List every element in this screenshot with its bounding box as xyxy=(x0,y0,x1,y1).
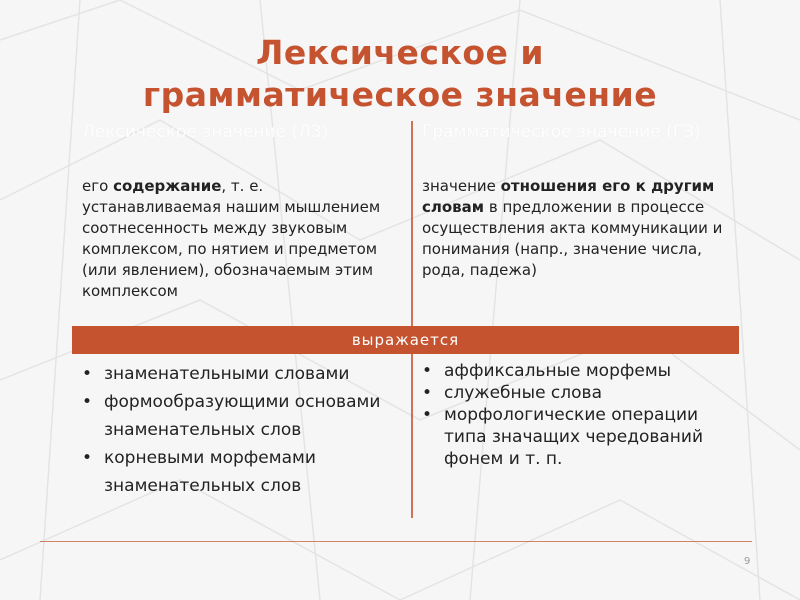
list-item xyxy=(420,382,740,404)
list-item-text: морфологические операции типа значащих чередований фонем и т. п. xyxy=(444,405,704,469)
list-item xyxy=(80,360,400,388)
expressed-by-banner: выражается xyxy=(72,326,739,354)
grammatical-meaning-description xyxy=(422,176,734,281)
grammatical-text-part: в предложении в процессе осуществления акта коммуникации и понимания (напр., значение числа, рода, падежа) xyxy=(422,198,723,279)
bullet-icon: • xyxy=(422,383,433,403)
list-item-text: корневыми морфемами знаменательных слов xyxy=(104,448,316,496)
lexical-expression-list xyxy=(80,360,400,500)
lexical-bold-term: содержание xyxy=(113,177,222,195)
column-divider xyxy=(411,121,413,518)
right-column-header: Грамматическое значение (ГЗ) xyxy=(422,122,701,142)
title-line-1: Лексическое и xyxy=(255,33,545,72)
bullet-icon: • xyxy=(82,392,93,412)
list-item xyxy=(420,360,740,382)
lexical-text-part: , т. е. устанавливаемая нашим мышлением соотнесенность между звуковым комплексом, по нятием и предметом (или явлением), обозначаемым этим комплексом xyxy=(82,177,381,300)
grammatical-expression-list xyxy=(420,360,740,470)
list-item xyxy=(80,388,400,444)
bullet-icon: • xyxy=(422,361,433,381)
footer-rule xyxy=(40,541,752,542)
lexical-text-part: его xyxy=(82,177,114,195)
title-line-2: грамматическое значение xyxy=(142,75,658,114)
page-number: 9 xyxy=(744,556,751,567)
list-item xyxy=(80,444,400,500)
list-item-text: знаменательными словами xyxy=(104,364,350,384)
slide-title xyxy=(60,32,740,116)
list-item xyxy=(420,404,740,470)
grammatical-text-part: значение xyxy=(422,177,501,195)
bullet-icon: • xyxy=(82,448,93,468)
list-item-text: служебные слова xyxy=(444,383,602,403)
bullet-icon: • xyxy=(82,364,93,384)
bullet-icon: • xyxy=(422,405,433,425)
list-item-text: аффиксальные морфемы xyxy=(444,361,672,381)
lexical-meaning-description xyxy=(82,176,400,302)
left-column-header: Лексическое значение (ЛЗ) xyxy=(82,122,329,142)
grammatical-bold-term: отношения его к другим словам xyxy=(422,177,715,216)
list-item-text: формообразующими основами знаменательных слов xyxy=(104,392,381,440)
